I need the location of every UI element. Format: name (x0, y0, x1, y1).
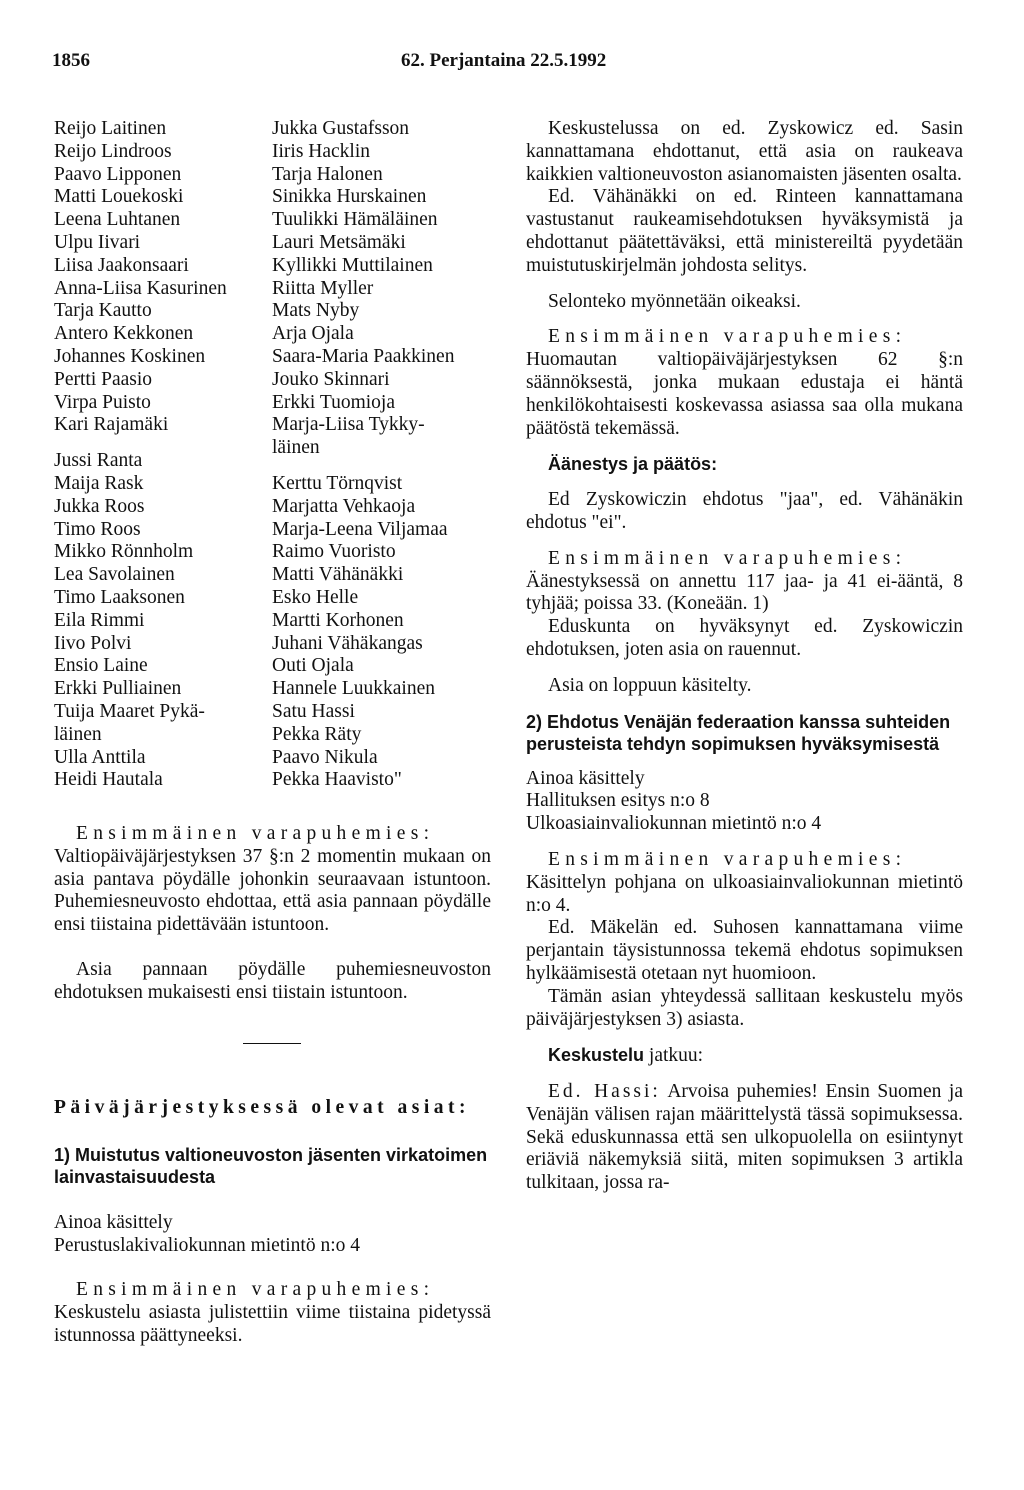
member-name: Marja-Leena Viljamaa (272, 518, 448, 540)
member-name: Tarja Kautto (54, 300, 152, 322)
paragraph: Huomautan valtiopäiväjärjestyksen 62 §:n säännöksestä, jonka mukaan edustaja ei häntä henkilökohtaisesti koskevassa asiassa saa olla mukana päätöstä tekemässä. (526, 349, 963, 439)
discussion-label: Keskustelu (548, 1045, 645, 1066)
member-name: Erkki Pulliainen (54, 678, 182, 700)
member-name: Lauri Metsämäki (272, 231, 406, 253)
member-name: Raimo Vuoristo (272, 541, 396, 563)
paragraph: Ed. Mäkelän ed. Suhosen kannattamana viime perjantain täysistunnossa tekemä ehdotus sopimuksen hylkäämisestä otetaan nyt huomioon. (526, 917, 963, 984)
item-2-title: 2) Ehdotus Venäjän federaation kanssa suhteiden perusteista tehdyn sopimuksen hyväksymisestä (526, 711, 951, 754)
speech-text: Arvoisa puhemies! Ensin Suomen ja Venäjän välisen rajan määrittelystä tässä sopimuksessa. Sekä eduskunnassa että sen ulkopuolella on esiintynyt eriäviä näkemyksiä siitä, miten sopimuksen 3 artikla tulkitaan, jossa ra- (526, 1081, 963, 1194)
agenda-heading: Päiväjärjestyksessä olevat asiat: (54, 1097, 471, 1118)
member-name: Iiris Hacklin (272, 140, 371, 162)
paragraph: Asia pannaan pöydälle puhemiesneuvoston ehdotuksen mukaisesti ensi tiistain istuntoon. (54, 958, 491, 1003)
member-name: Mats Nyby (272, 300, 360, 322)
item-2-bill: Hallituksen esitys n:o 8 (526, 790, 710, 812)
speaker-label: Ensimmäinen varapuhemies: (76, 823, 435, 844)
member-name: Paavo Nikula (272, 746, 378, 768)
paragraph: Ed Zyskowiczin ehdotus "jaa", ed. Vähänäkin ehdotus "ei". (526, 489, 963, 533)
member-name: Virpa Puisto (54, 391, 151, 413)
member-name: läinen (54, 723, 102, 745)
member-name: Pekka Haavisto" (272, 769, 402, 791)
paragraph: Äänestyksessä on annettu 117 jaa- ja 41 ei-ääntä, 8 tyhjää; poissa 33. (Koneään. 1) (526, 570, 963, 615)
member-name: Liisa Jaakonsaari (54, 254, 189, 276)
paragraph: Keskustelussa on ed. Zyskowicz ed. Sasin kannattamana ehdottanut, että asia on raukeava kaikkien valtioneuvoston asianomaisten jäsenten osalta. (526, 118, 963, 185)
member-name: Jussi Ranta (54, 450, 143, 472)
speaker-label: Ensimmäinen varapuhemies: (76, 1279, 435, 1301)
member-name: Matti Louekoski (54, 186, 184, 208)
names-column-2 (272, 118, 454, 792)
item-2-report: Ulkoasiainvaliokunnan mietintö n:o 4 (526, 813, 822, 835)
item-1-title: 1) Muistutus valtioneuvoston jäsenten virkatoimen lainvastaisuudesta (54, 1144, 488, 1187)
member-name: Marja-Liisa Tykky- (272, 414, 425, 436)
member-name: Riitta Myller (272, 277, 374, 299)
paragraph: Ed. Vähänäkki on ed. Rinteen kannattamana vastustanut raukeamisehdotuksen hyväksymistä ja ehdottanut päätettäväksi, että ministereiltä pyydetään muistutuskirjelmän johdosta selitys. (526, 186, 963, 276)
member-name: Jukka Gustafsson (272, 118, 410, 139)
discussion-rest: jatkuu: (644, 1045, 704, 1067)
page-title: 62. Perjantaina 22.5.1992 (401, 50, 607, 71)
left-column-continued (54, 823, 491, 1005)
member-name: Juhani Vähäkangas (272, 632, 423, 654)
member-name: Pekka Räty (272, 723, 362, 745)
member-name: Mikko Rönnholm (54, 541, 194, 563)
paragraph: Selonteko myönnetään oikeaksi. (548, 290, 801, 312)
member-name: Antero Kekkonen (54, 323, 194, 345)
member-name: Paavo Lipponen (54, 163, 182, 185)
member-name: Johannes Koskinen (54, 345, 206, 367)
member-name: Tuulikki Hämäläinen (272, 209, 438, 231)
member-name: Marjatta Vehkaoja (272, 495, 416, 517)
discussion-line (526, 1044, 963, 1068)
vote-heading: Äänestys ja päätös: (548, 454, 718, 475)
member-name: Tarja Halonen (272, 163, 383, 185)
member-name: Hannele Luukkainen (272, 678, 435, 700)
member-name: Pertti Paasio (54, 368, 153, 390)
member-name: Reijo Laitinen (54, 118, 167, 139)
speaker-label: Ed. Hassi: (548, 1081, 661, 1103)
member-name: Ensio Laine (54, 655, 148, 677)
member-name: Saara-Maria Paakkinen (272, 345, 455, 367)
member-name: Lea Savolainen (54, 564, 175, 586)
member-name: Maija Rask (54, 472, 144, 494)
member-name: Kyllikki Muttilainen (272, 254, 433, 276)
paragraph: Valtiopäiväjärjestyksen 37 §:n 2 momentin mukaan on asia pantava pöydälle johonkin seuraavaan istuntoon. Puhemiesneuvosto ehdottaa, että asia pannaan pöydälle ensi tiistaina pidettävään istuntoon. (54, 845, 491, 936)
member-name: Iivo Polvi (54, 632, 132, 654)
member-name: Esko Helle (272, 586, 359, 608)
paragraph: Eduskunta on hyväksynyt ed. Zyskowiczin ehdotuksen, joten asia on rauennut. (526, 616, 963, 660)
member-name: Martti Korhonen (272, 609, 404, 631)
member-name: Anna-Liisa Kasurinen (54, 277, 227, 299)
member-name: Satu Hassi (272, 700, 355, 722)
member-name: läinen (272, 437, 320, 459)
member-name: Jouko Skinnari (272, 368, 390, 390)
section-divider (243, 1043, 301, 1044)
agenda-section (54, 1097, 491, 1348)
member-name: Ulpu Iivari (54, 231, 141, 253)
member-name: Tuija Maaret Pykä- (54, 700, 205, 722)
member-name: Heidi Hautala (54, 769, 163, 791)
item-1-reading: Ainoa käsittely (54, 1211, 173, 1233)
speaker-label: Ensimmäinen varapuhemies: (548, 848, 907, 870)
speaker-label: Ensimmäinen varapuhemies: (548, 547, 907, 569)
item-2-reading: Ainoa käsittely (526, 767, 645, 789)
member-name: Timo Roos (54, 518, 141, 540)
member-name: Kerttu Törnqvist (272, 472, 403, 494)
paragraph: Keskustelu asiasta julistettiin viime tiistaina pidetyssä istunnossa päättyneeksi. (54, 1302, 491, 1346)
member-name: Ulla Anttila (54, 746, 146, 768)
speaker-label: Ensimmäinen varapuhemies: (548, 326, 907, 348)
member-name: Reijo Lindroos (54, 140, 172, 162)
names-column-1 (54, 118, 227, 792)
member-name: Eila Rimmi (54, 609, 145, 631)
paragraph: Asia on loppuun käsitelty. (548, 674, 752, 696)
hassi-speech (526, 1081, 963, 1195)
member-name: Matti Vähänäkki (272, 564, 404, 586)
member-name: Jukka Roos (54, 495, 145, 517)
member-name: Erkki Tuomioja (272, 391, 395, 413)
member-name: Sinikka Hurskainen (272, 186, 427, 208)
member-name: Timo Laaksonen (54, 586, 185, 608)
right-column (526, 118, 963, 1195)
page-number: 1856 (52, 50, 90, 71)
member-name: Kari Rajamäki (54, 414, 169, 436)
item-1-report: Perustuslakivaliokunnan mietintö n:o 4 (54, 1234, 361, 1256)
member-name: Arja Ojala (272, 323, 354, 345)
member-name: Outi Ojala (272, 655, 354, 677)
paragraph: Tämän asian yhteydessä sallitaan keskustelu myös päiväjärjestyksen 3) asiasta. (526, 985, 963, 1030)
member-name: Leena Luhtanen (54, 209, 181, 231)
paragraph: Käsittelyn pohjana on ulkoasiainvaliokunnan mietintö n:o 4. (526, 871, 963, 916)
